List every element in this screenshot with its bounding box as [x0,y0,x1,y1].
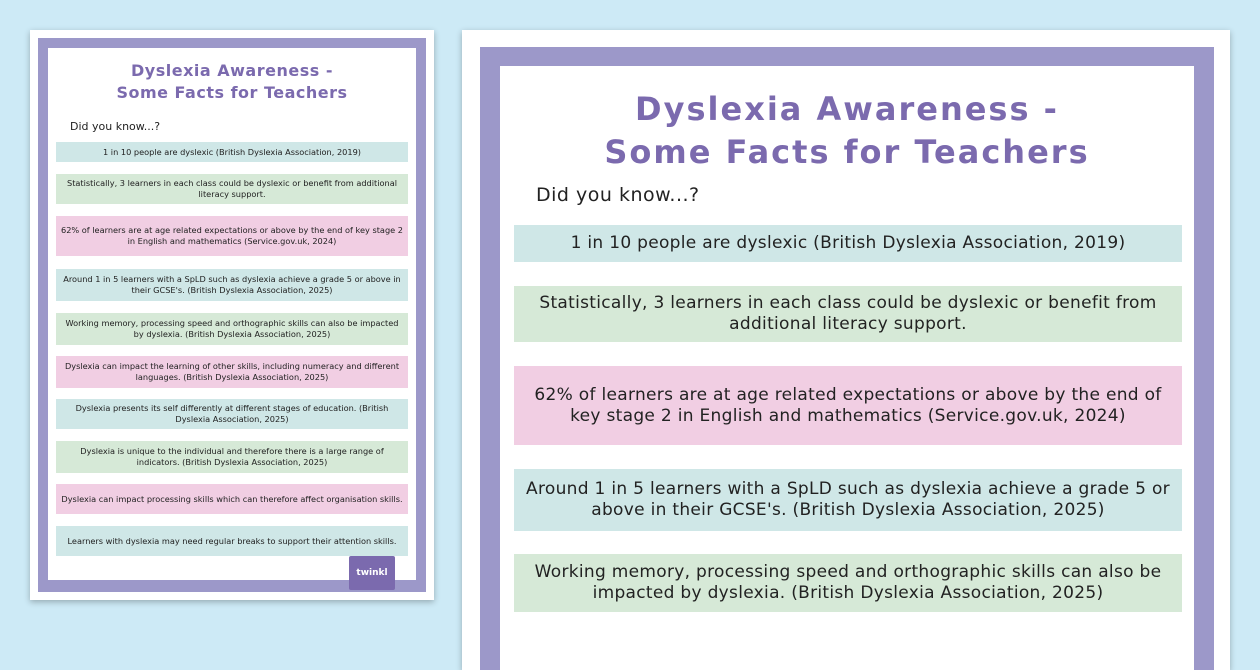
intro-text: Did you know...? [536,184,700,206]
fact-box: Working memory, processing speed and orthographic skills can also be impacted by dyslexia. (British Dyslexia Association, 2025) [56,313,408,345]
fact-box: Statistically, 3 learners in each class could be dyslexic or benefit from additional literacy support. [514,286,1182,342]
title-line-2: Some Facts for Teachers [604,133,1090,171]
fact-box: Around 1 in 5 learners with a SpLD such as dyslexia achieve a grade 5 or above in their GCSE's. (British Dyslexia Association, 2025) [514,469,1182,531]
poster-zoomed [462,30,1230,670]
fact-box: Dyslexia presents its self differently at different stages of education. (British Dyslexia Association, 2025) [56,399,408,429]
title-line-2: Some Facts for Teachers [116,83,348,102]
fact-box: Learners with dyslexia may need regular breaks to support their attention skills. [56,526,408,556]
fact-box: 1 in 10 people are dyslexic (British Dyslexia Association, 2019) [56,142,408,162]
intro-text: Did you know...? [70,120,161,133]
poster-content [48,48,416,580]
poster-title [500,88,1194,174]
poster-thumbnail [30,30,434,600]
fact-box: 62% of learners are at age related expectations or above by the end of key stage 2 in English and mathematics (Service.gov.uk, 2024) [514,366,1182,445]
title-line-1: Dyslexia Awareness - [635,90,1059,128]
poster-border [480,47,1214,670]
poster-content [500,66,1194,670]
fact-box: Around 1 in 5 learners with a SpLD such as dyslexia achieve a grade 5 or above in their GCSE's. (British Dyslexia Association, 2025) [56,269,408,301]
fact-box: 1 in 10 people are dyslexic (British Dyslexia Association, 2019) [514,225,1182,262]
fact-box: Statistically, 3 learners in each class could be dyslexic or benefit from additional literacy support. [56,174,408,204]
fact-box: Dyslexia is unique to the individual and therefore there is a large range of indicators. (British Dyslexia Association, 2025) [56,441,408,473]
fact-box: Working memory, processing speed and orthographic skills can also be impacted by dyslexia. (British Dyslexia Association, 2025) [514,554,1182,612]
poster-border [38,38,426,592]
poster-title [48,60,416,104]
twinkl-logo: twinkl [349,556,395,590]
title-line-1: Dyslexia Awareness - [131,61,333,80]
fact-box: Dyslexia can impact processing skills which can therefore affect organisation skills. [56,484,408,514]
fact-box: 62% of learners are at age related expectations or above by the end of key stage 2 in English and mathematics (Service.gov.uk, 2024) [56,216,408,256]
fact-box: Dyslexia can impact the learning of other skills, including numeracy and different languages. (British Dyslexia Association, 2025) [56,356,408,388]
